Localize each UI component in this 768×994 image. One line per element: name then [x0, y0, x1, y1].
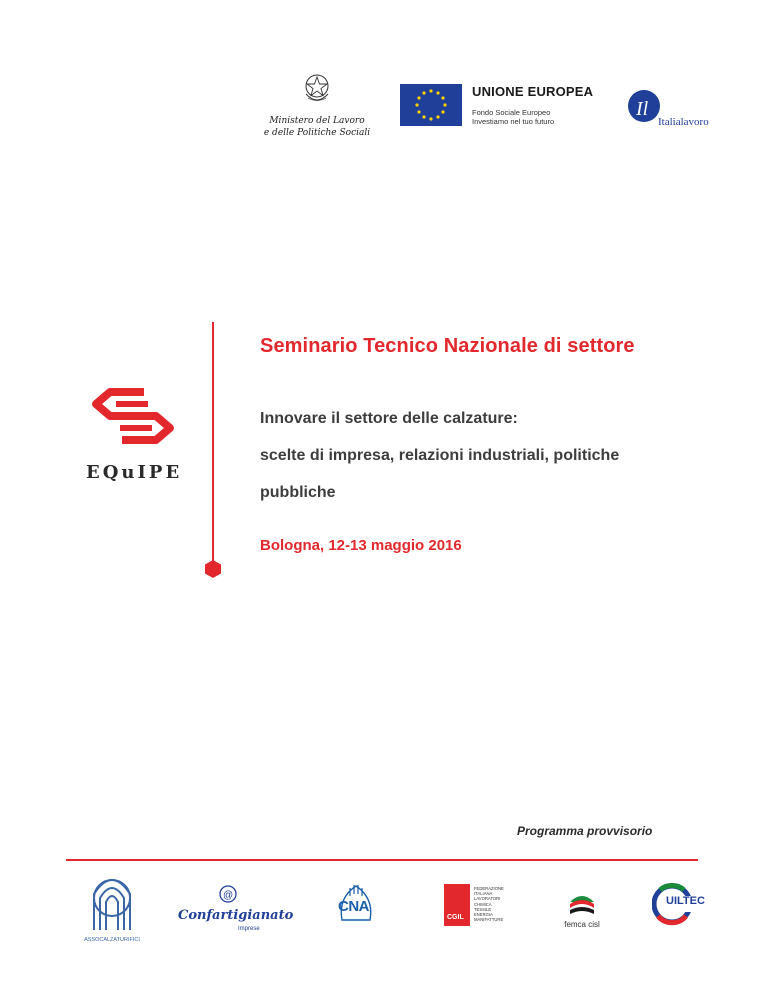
filctem-line: TESSILE [474, 906, 492, 912]
svg-text:Il: Il [636, 98, 649, 120]
assocalzaturifici-label: ASSOCALZATURIFICI [84, 937, 140, 943]
eu-sub1: Fondo Sociale Europeo [472, 108, 551, 117]
filctem-line: ITALIANA [474, 891, 493, 897]
cna-text: CNA [338, 898, 369, 915]
filctem-line: LAVORATORI [474, 896, 501, 902]
femca-flag-icon [568, 890, 596, 918]
assocalzaturifici-logo [86, 872, 138, 948]
equipe-logo-icon [86, 388, 180, 448]
confartigianato-at-icon [218, 884, 238, 906]
subtitle [260, 400, 720, 511]
svg-text:@: @ [223, 890, 234, 901]
confartigianato-logo [178, 884, 294, 938]
ministero-line1: Ministero del Lavoro [269, 116, 365, 126]
vertical-divider [212, 322, 214, 562]
italialavoro-logo [628, 86, 728, 130]
filctem-line: MANIFATTURE [474, 917, 504, 923]
programma-label: Programma provvisorio [517, 824, 653, 838]
subtitle-line: pubbliche [260, 484, 336, 501]
confartigianato-name: Confartigianato [178, 908, 294, 923]
filctem-text [474, 886, 504, 922]
italialavoro-text: Italialavoro [658, 116, 709, 128]
femca-cisl-logo [560, 890, 604, 930]
subtitle-line: scelte di impresa, relazioni industriali, politiche [260, 447, 620, 464]
hexagon-marker-icon [204, 560, 222, 578]
footer-divider [66, 859, 698, 861]
eu-sub2: Investiamo nel tuo futuro [472, 117, 555, 126]
assocalzaturifici-mark-icon [86, 872, 138, 934]
ministero-line2: e delle Politiche Sociali [263, 128, 371, 138]
filctem-line: ENERGIA [474, 912, 493, 918]
femca-name: femca cisl [564, 920, 600, 929]
uiltec-logo [652, 882, 708, 926]
equipe-wordmark: EQuIPE [86, 462, 183, 483]
unione-europea-logo [400, 84, 614, 128]
eu-flag-icon [400, 84, 462, 126]
eu-title: UNIONE EUROPEA [472, 84, 594, 99]
filctem-line: FEDERAZIONE [474, 886, 504, 891]
event-date: Bologna, 12-13 maggio 2016 [260, 537, 462, 554]
page-title: Seminario Tecnico Nazionale di settore [260, 335, 635, 357]
italian-emblem-icon [302, 72, 332, 106]
cna-logo [336, 880, 376, 928]
italialavoro-mark-icon [628, 86, 662, 130]
filctem-cgil-text: CGIL [447, 914, 464, 921]
confartigianato-sub: Imprese [238, 926, 260, 932]
filctem-cgil-logo [444, 884, 516, 926]
uiltec-name: UILTEC [666, 895, 705, 907]
subtitle-line: Innovare il settore delle calzature: [260, 410, 518, 427]
ministero-lavoro-logo [262, 72, 372, 144]
filctem-line: CHIMICA [474, 901, 492, 907]
